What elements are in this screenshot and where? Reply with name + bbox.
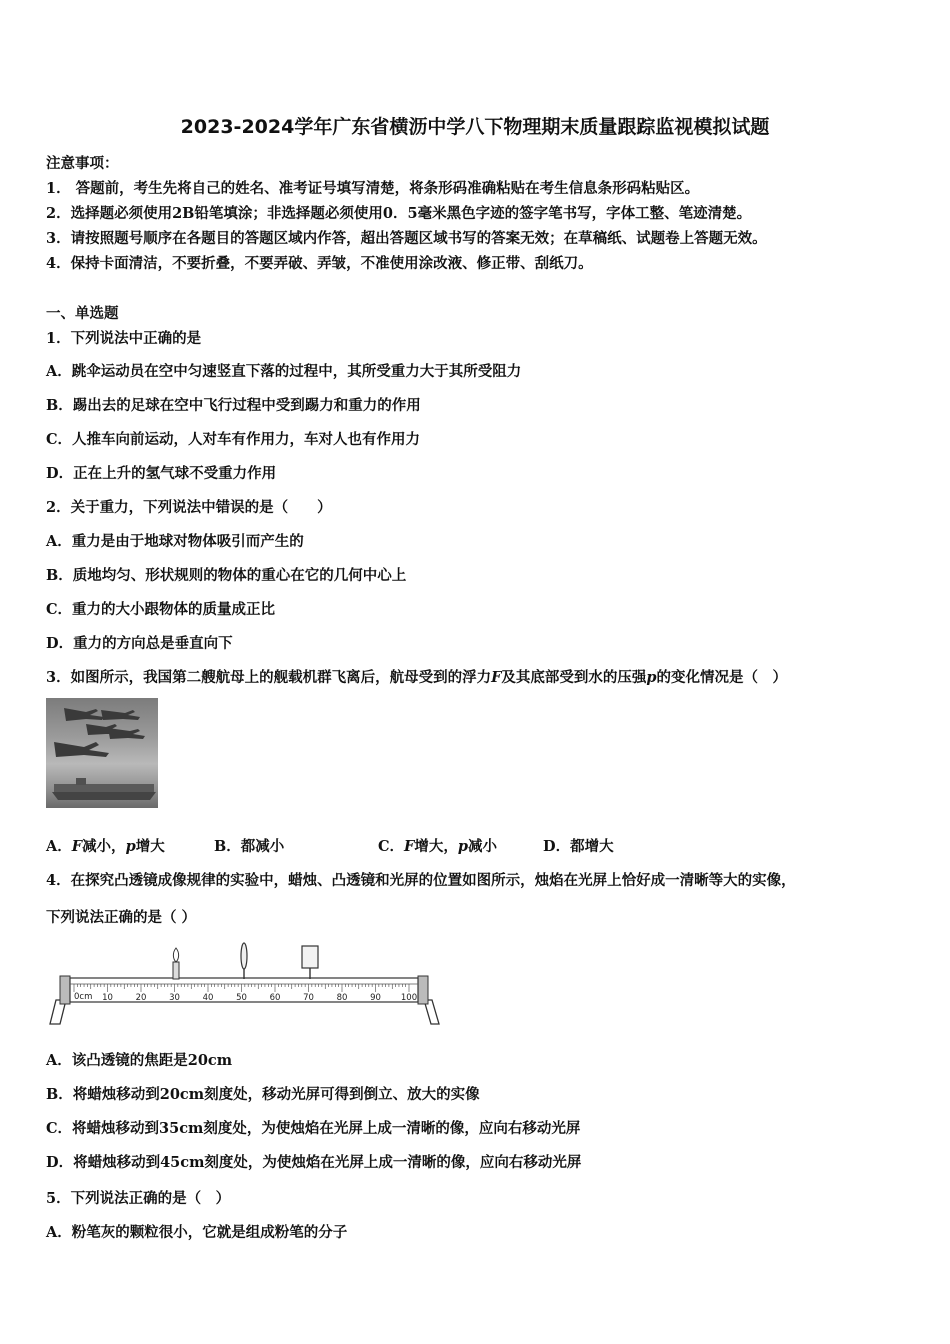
ruler-tick-label: 50	[236, 993, 247, 1003]
question-3-option-d: D．都增大	[543, 838, 614, 855]
ruler-tick-label: 10	[102, 993, 113, 1003]
question-3-stem-part: 及其底部受到水的压强	[501, 669, 647, 686]
question-2-option-d: D．重力的方向总是垂直向下	[46, 635, 233, 652]
ruler-tick-label: 60	[269, 993, 281, 1003]
question-3-stem	[46, 666, 787, 687]
variable-p: p	[125, 838, 136, 855]
question-4-option-c: C．将蜡烛移动到35cm刻度处，为使烛焰在光屏上成一清晰的像，应向右移动光屏	[46, 1120, 581, 1137]
question-2-option-c: C．重力的大小跟物体的质量成正比	[46, 601, 276, 618]
optical-bench-diagram	[46, 940, 441, 1028]
option-text: 减小，	[82, 838, 126, 855]
variable-p: p	[646, 669, 657, 686]
question-3-option-a	[46, 835, 165, 856]
question-3-stem-part: 的变化情况是（ ）	[656, 669, 788, 686]
option-label: C．	[378, 838, 405, 855]
ruler-tick-label: 30	[169, 993, 180, 1003]
notice-item: 2．选择题必须使用2B铅笔填涂；非选择题必须使用0．5毫米黑色字迹的签字笔书写，字体工整、笔迹清楚。	[46, 205, 752, 222]
ruler-tick-label: 70	[303, 993, 314, 1003]
question-4-stem-continued: 下列说法正确的是（ ）	[46, 909, 197, 926]
question-4-option-b: B．将蜡烛移动到20cm刻度处，移动光屏可得到倒立、放大的实像	[46, 1086, 480, 1103]
section-heading: 一、单选题	[46, 305, 119, 322]
question-3-stem-part: 3．如图所示，我国第二艘航母上的舰载机群飞离后，航母受到的浮力	[46, 669, 492, 686]
question-1-option-a: A．跳伞运动员在空中匀速竖直下落的过程中，其所受重力大于其所受阻力	[46, 363, 522, 380]
question-1-option-b: B．踢出去的足球在空中飞行过程中受到踢力和重力的作用	[46, 397, 421, 414]
question-3-option-c	[378, 835, 497, 856]
question-2-option-b: B．质地均匀、形状规则的物体的重心在它的几何中心上	[46, 567, 407, 584]
question-4-stem: 4．在探究凸透镜成像规律的实验中，蜡烛、凸透镜和光屏的位置如图所示，烛焰在光屏上恰好成一清晰等大的实像，	[46, 872, 796, 889]
question-1-option-c: C．人推车向前运动，人对车有作用力，车对人也有作用力	[46, 431, 421, 448]
ruler-unit-label: 0cm	[74, 992, 93, 1002]
ruler-tick-label: 100	[400, 993, 418, 1003]
carrier-aircraft-photo	[46, 698, 158, 808]
notice-item: 3．请按照题号顺序在各题目的答题区域内作答，超出答题区域书写的答案无效；在草稿纸、试题卷上答题无效。	[46, 230, 767, 247]
variable-p: p	[457, 838, 468, 855]
notice-heading: 注意事项：	[46, 155, 119, 172]
question-4-option-a: A．该凸透镜的焦距是20cm	[46, 1052, 233, 1069]
question-3-option-b: B．都减小	[214, 838, 285, 855]
exam-title: 2023-2024学年广东省横沥中学八下物理期末质量跟踪监视模拟试题	[180, 116, 770, 138]
option-text: 增大	[135, 838, 165, 855]
ruler-tick-label: 20	[135, 993, 147, 1003]
question-5-option-a: A．粉笔灰的颗粒很小，它就是组成粉笔的分子	[46, 1224, 348, 1241]
question-1-option-d: D．正在上升的氢气球不受重力作用	[46, 465, 277, 482]
variable-f: F	[404, 838, 415, 855]
question-1-stem: 1．下列说法中正确的是	[46, 330, 202, 347]
option-label: A．	[46, 838, 72, 855]
question-5-stem: 5．下列说法正确的是（ ）	[46, 1190, 231, 1207]
question-2-stem: 2．关于重力，下列说法中错误的是（ ）	[46, 499, 332, 516]
ruler-tick-label: 90	[370, 993, 381, 1003]
question-2-option-a: A．重力是由于地球对物体吸引而产生的	[46, 533, 304, 550]
option-text: 减小	[467, 838, 497, 855]
variable-f: F	[491, 669, 502, 686]
notice-item: 1． 答题前，考生先将自己的姓名、准考证号填写清楚，将条形码准确粘贴在考生信息条形码粘贴区。	[46, 180, 700, 197]
ruler-tick-label: 80	[336, 993, 348, 1003]
ruler-tick-label: 40	[202, 993, 214, 1003]
option-text: 增大，	[414, 838, 458, 855]
notice-item: 4．保持卡面清洁，不要折叠，不要弄破、弄皱，不准使用涂改液、修正带、刮纸刀。	[46, 255, 593, 272]
question-4-option-d: D．将蜡烛移动到45cm刻度处，为使烛焰在光屏上成一清晰的像，应向右移动光屏	[46, 1154, 582, 1171]
variable-f: F	[71, 838, 83, 855]
